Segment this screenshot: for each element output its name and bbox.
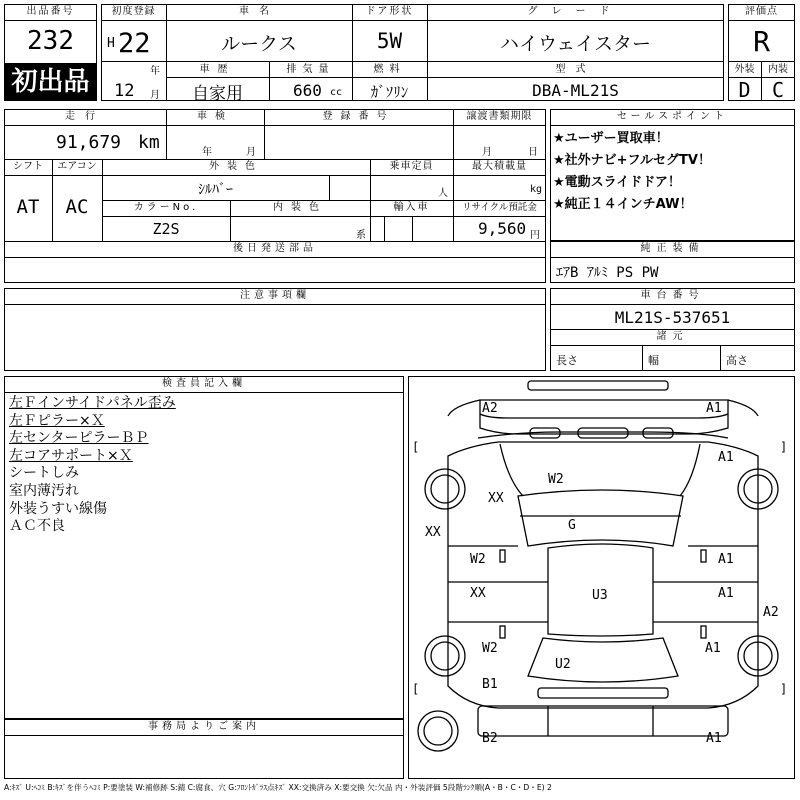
code-roof: U3 <box>592 588 608 603</box>
code-rear-right: A1 <box>705 641 721 656</box>
later-parts-label: 後日発送部品 <box>233 243 317 254</box>
score-value: R <box>753 25 770 58</box>
dimensions-label: 諸元 <box>656 331 689 342</box>
disp-value: 660 <box>293 81 322 100</box>
inspector-line-1: 左Ｆインサイドパネル歪み <box>9 395 176 411</box>
import-label: 輸入車 <box>393 202 430 213</box>
inspection-label: 車検 <box>197 111 233 122</box>
grade-value: ハイウェイスター <box>499 33 652 55</box>
inspection-month: 月 <box>246 147 256 158</box>
code-right-rear-door: A1 <box>718 586 734 601</box>
first-listing-label: 初出品 <box>11 67 90 97</box>
inspector-line-2: 左Ｆピラー×Ｘ <box>9 412 105 429</box>
interior-color-label: 内装色 <box>273 202 327 213</box>
sales-point-1: ★ユーザー買取車！ <box>553 131 669 146</box>
color-no-value: Z2S <box>152 220 180 238</box>
code-windshield: G <box>568 518 576 533</box>
grade-label: グレード <box>527 6 624 17</box>
code-front-right: A1 <box>706 401 722 416</box>
model-label: 型式 <box>555 64 596 75</box>
car-diagram <box>408 376 795 779</box>
equipment-value: ｴｱB ｱﾙﾐ PS PW <box>556 265 659 281</box>
reg-month-suffix: 月 <box>150 90 160 101</box>
model-value: DBA-ML21S <box>532 81 619 100</box>
inspector-line-4: 左コアサポート×Ｘ <box>9 447 133 464</box>
history-label: 車歴 <box>199 64 236 75</box>
reg-year: 22 <box>118 28 151 59</box>
inspector-lines <box>9 395 176 536</box>
code-left-apron: XX <box>425 525 441 540</box>
sales-points-label: セールスポイント <box>616 111 729 122</box>
disp-unit: cc <box>330 87 343 98</box>
code-left-rear-bumper: B1 <box>482 677 498 692</box>
transfer-month: 月 <box>482 147 492 158</box>
recycle-value: 9,560 <box>478 219 527 238</box>
name-label: 車名 <box>239 6 279 17</box>
exterior-color-value: ｼﾙﾊﾞｰ <box>198 182 233 198</box>
interior-color-unit: 系 <box>356 230 366 241</box>
history-value: 自家用 <box>192 84 243 104</box>
door-value: 5W <box>376 29 403 53</box>
load-label: 最大積載量 <box>472 161 527 172</box>
svg-text:[: [ <box>412 682 420 696</box>
footer-legend: A:ｷｽﾞ U:ﾍｺﾐ B:ｷｽﾞを伴うﾍｺﾐ P:要塗装 W:補修跡 S:錆 C:腐食、穴 G:ﾌﾛﾝﾄｶﾞﾗｽ点ｷｽﾞ XX:交換済み X:要交換 欠:欠品 内・外装評価 5段階ﾗﾝｸ順(A・B・C・D・E) 2 <box>4 783 552 792</box>
code-rear-glass: U2 <box>555 657 571 672</box>
code-rear-bumper-right: A1 <box>706 731 722 746</box>
equipment-label: 純正装備 <box>640 243 705 254</box>
inspector-label: 検査員記入欄 <box>162 378 246 389</box>
ext-label: 外装 <box>734 64 755 75</box>
code-right-front-fender: A1 <box>718 450 734 465</box>
lot-label: 出品番号 <box>26 6 75 17</box>
reg-label: 初度登録 <box>111 6 156 17</box>
mileage-value: 91,679 <box>56 132 122 153</box>
sales-point-2: ★社外ナビ+フルセグTV！ <box>553 153 711 168</box>
recycle-unit: 円 <box>530 230 540 241</box>
inspector-line-6: 室内薄汚れ <box>9 482 79 499</box>
recycle-label: リサイクル預託金 <box>462 202 537 213</box>
capacity-label: 乗車定員 <box>389 161 434 172</box>
code-left-rear-door: XX <box>470 586 486 601</box>
car-name: ルークス <box>221 33 297 55</box>
reg-era: H <box>107 36 115 51</box>
inspector-line-5: シートしみ <box>9 465 79 482</box>
height-label: 高さ <box>726 354 748 367</box>
inspector-line-7: 外装うすい線傷 <box>9 500 107 517</box>
chassis-label: 車台番号 <box>640 290 705 301</box>
code-right-front-door: A1 <box>718 552 734 567</box>
svg-text:[: [ <box>412 440 420 454</box>
reg-month: 12 <box>114 81 135 101</box>
width-label: 幅 <box>648 354 659 367</box>
svg-text:]: ] <box>780 682 788 696</box>
load-unit: kg <box>530 184 543 195</box>
shift-label: シフト <box>13 161 43 172</box>
transfer-day: 日 <box>528 147 538 158</box>
exterior-color-label: 外装色 <box>209 161 263 172</box>
fuel-value: ｶﾞｿﾘﾝ <box>370 83 409 101</box>
reg-year-suffix: 年 <box>150 66 160 77</box>
code-rear-left: B2 <box>482 731 498 746</box>
fuel-label: 燃料 <box>373 64 406 75</box>
disp-label: 排気量 <box>286 64 335 75</box>
mileage-unit: km <box>138 132 160 153</box>
code-front-left: A2 <box>482 401 498 416</box>
notes-label: 注意事項欄 <box>240 290 310 301</box>
transfer-label: 譲渡書類期限 <box>466 111 533 122</box>
lot-number: 232 <box>27 26 74 56</box>
code-hood: W2 <box>548 472 564 487</box>
score-label: 評価点 <box>745 6 778 17</box>
code-right-rear-fender: A2 <box>763 605 779 620</box>
color-no-label: カラーNo. <box>133 202 199 213</box>
code-left-front-door: W2 <box>470 552 486 567</box>
shift-value: AT <box>16 196 40 218</box>
inspector-line-3: 左センターピラーＢＰ <box>9 430 149 447</box>
inspection-year: 年 <box>202 147 212 158</box>
regno-label: 登録番号 <box>322 111 395 122</box>
int-value: C <box>771 78 785 102</box>
code-left-front-fender: XX <box>488 491 504 506</box>
inspector-line-8: ＡＣ不良 <box>9 518 65 535</box>
length-label: 長さ <box>556 354 578 367</box>
chassis-value: ML21S-537651 <box>614 308 731 327</box>
office-label: 事務局よりご案内 <box>148 721 260 732</box>
code-left-rear-fender: W2 <box>482 641 498 656</box>
sales-point-3: ★電動スライドドア！ <box>553 175 681 190</box>
sales-point-4: ★純正１４インチAW！ <box>553 197 693 212</box>
int-label: 内装 <box>768 64 788 75</box>
door-label: ドア形状 <box>365 6 414 17</box>
sales-points-list <box>553 128 711 216</box>
ac-label: エアコン <box>57 161 97 172</box>
svg-text:]: ] <box>780 440 788 454</box>
capacity-unit: 人 <box>438 188 448 199</box>
ext-value: D <box>738 78 751 102</box>
ac-value: AC <box>65 196 89 218</box>
mileage-label: 走行 <box>65 111 105 122</box>
